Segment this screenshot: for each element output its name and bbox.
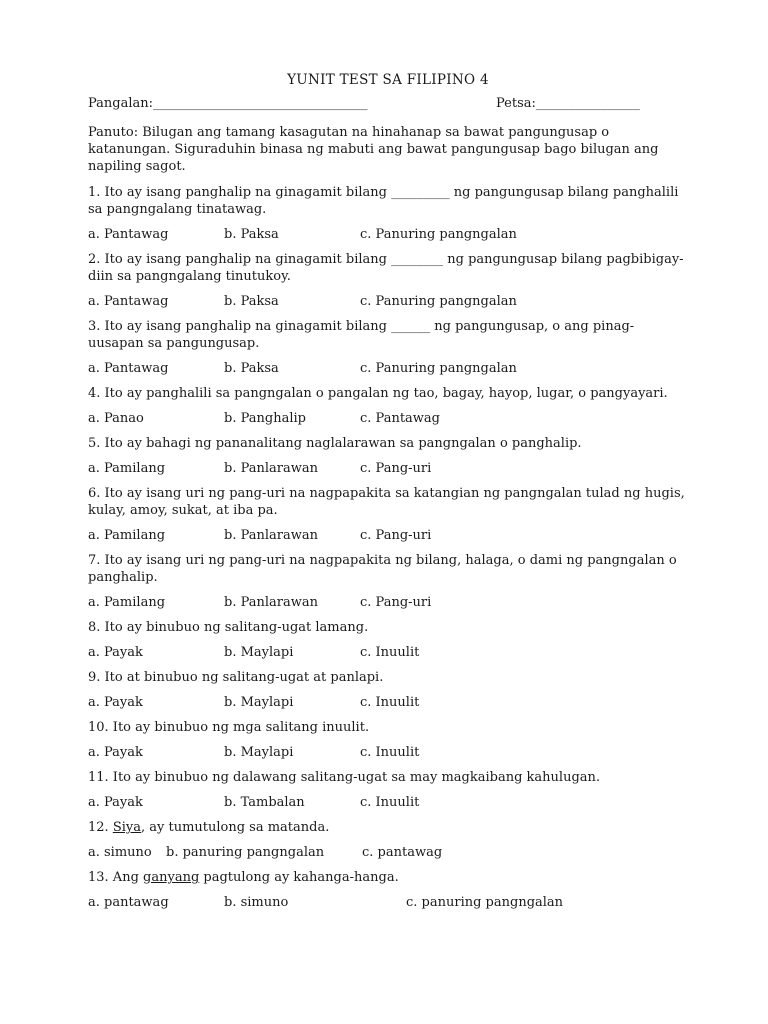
option-c[interactable]: c. Panuring pangngalan — [360, 361, 517, 376]
option-a[interactable]: a. Payak — [88, 745, 143, 760]
option-c[interactable]: c. Panuring pangngalan — [360, 227, 517, 242]
option-c[interactable]: c. Pantawag — [360, 411, 441, 426]
answer-options — [88, 594, 688, 611]
option-b[interactable]: b. Maylapi — [224, 745, 294, 760]
option-a[interactable]: a. Pamilang — [88, 595, 166, 610]
underlined-word: ganyang — [143, 870, 200, 885]
option-b[interactable]: b. panuring pangngalan — [166, 845, 325, 860]
answer-options — [88, 844, 688, 861]
answer-options — [88, 644, 688, 661]
option-a[interactable]: a. Pantawag — [88, 361, 169, 376]
student-info-row — [88, 96, 688, 116]
option-a[interactable]: a. Panao — [88, 411, 144, 426]
question-5 — [88, 435, 688, 477]
option-a[interactable]: a. Pamilang — [88, 461, 166, 476]
answer-options — [88, 226, 688, 243]
option-b[interactable]: b. simuno — [224, 895, 289, 910]
option-b[interactable]: b. Paksa — [224, 361, 279, 376]
answer-options — [88, 293, 688, 310]
question-9 — [88, 669, 688, 711]
question-text: 9. Ito at binubuo ng salitang-ugat at panlapi. — [88, 670, 384, 685]
option-a[interactable]: a. Pantawag — [88, 227, 169, 242]
question-7 — [88, 552, 688, 611]
question-text: 2. Ito ay isang panghalip na ginagamit bilang ________ ng pangungusap bilang pagbibigay-diin sa pangngalang tinutukoy. — [88, 252, 684, 284]
option-c[interactable]: c. Inuulit — [360, 645, 420, 660]
underlined-word: Siya — [112, 820, 141, 835]
question-8 — [88, 619, 688, 661]
option-c[interactable]: c. panuring pangngalan — [406, 895, 564, 910]
question-10 — [88, 719, 688, 761]
question-6 — [88, 485, 688, 544]
option-b[interactable]: b. Maylapi — [224, 695, 294, 710]
option-b[interactable]: b. Maylapi — [224, 645, 294, 660]
question-2 — [88, 251, 688, 310]
option-c[interactable]: c. Panuring pangngalan — [360, 294, 517, 309]
answer-options — [88, 527, 688, 544]
question-3 — [88, 318, 688, 377]
option-b[interactable]: b. Panlarawan — [224, 595, 318, 610]
question-1 — [88, 184, 688, 243]
question-text: 8. Ito ay binubuo ng salitang-ugat lamang. — [88, 620, 369, 635]
question-text: 6. Ito ay isang uri ng pang-uri na nagpapakita sa katangian ng pangngalan tulad ng hugis, kulay, amoy, sukat, at iba pa. — [88, 486, 685, 518]
question-text: 1. Ito ay isang panghalip na ginagamit bilang _________ ng pangungusap bilang panghalili sa pangngalang tinatawag. — [88, 185, 679, 217]
answer-options — [88, 894, 688, 911]
option-a[interactable]: a. Payak — [88, 645, 143, 660]
option-c[interactable]: c. pantawag — [362, 845, 443, 860]
name-field-label: Pangalan:_________________________________ — [88, 96, 368, 111]
option-a[interactable]: a. Payak — [88, 795, 143, 810]
answer-options — [88, 694, 688, 711]
question-12 — [88, 819, 688, 861]
page-title: YUNIT TEST SA FILIPINO 4 — [287, 72, 489, 88]
option-b[interactable]: b. Panlarawan — [224, 528, 318, 543]
question-text: 4. Ito ay panghalili sa pangngalan o pangalan ng tao, bagay, hayop, lugar, o pangyayari. — [88, 386, 668, 401]
option-a[interactable]: a. simuno — [88, 845, 152, 860]
option-a[interactable]: a. Pamilang — [88, 528, 166, 543]
worksheet-page — [88, 72, 688, 919]
option-c[interactable]: c. Inuulit — [360, 695, 420, 710]
question-text: 7. Ito ay isang uri ng pang-uri na nagpapakita ng bilang, halaga, o dami ng pangngalan o panghalip. — [88, 553, 677, 585]
question-4 — [88, 385, 688, 427]
question-13 — [88, 869, 688, 911]
option-a[interactable]: a. Payak — [88, 695, 143, 710]
option-b[interactable]: b. Paksa — [224, 294, 279, 309]
option-c[interactable]: c. Inuulit — [360, 745, 420, 760]
option-b[interactable]: b. Tambalan — [224, 795, 305, 810]
option-c[interactable]: c. Pang-uri — [360, 595, 432, 610]
question-11 — [88, 769, 688, 811]
answer-options — [88, 360, 688, 377]
date-field-label: Petsa:________________ — [496, 96, 640, 111]
answer-options — [88, 744, 688, 761]
option-a[interactable]: a. Pantawag — [88, 294, 169, 309]
option-b[interactable]: b. Panlarawan — [224, 461, 318, 476]
question-text: 12. Siya, ay tumutulong sa matanda. — [88, 820, 330, 835]
question-text: 3. Ito ay isang panghalip na ginagamit bilang ______ ng pangungusap, o ang pinag-uusapan sa pangungusap. — [88, 319, 635, 351]
option-b[interactable]: b. Panghalip — [224, 411, 306, 426]
answer-options — [88, 410, 688, 427]
question-text: 5. Ito ay bahagi ng pananalitang naglalarawan sa pangngalan o panghalip. — [88, 436, 582, 451]
answer-options — [88, 794, 688, 811]
question-text: 13. Ang ganyang pagtulong ay kahanga-hanga. — [88, 870, 399, 885]
question-list — [88, 184, 688, 811]
question-text: 11. Ito ay binubuo ng dalawang salitang-ugat sa may magkaibang kahulugan. — [88, 770, 601, 785]
option-c[interactable]: c. Inuulit — [360, 795, 420, 810]
question-text: 10. Ito ay binubuo ng mga salitang inuulit. — [88, 720, 370, 735]
answer-options — [88, 460, 688, 477]
option-c[interactable]: c. Pang-uri — [360, 461, 432, 476]
option-c[interactable]: c. Pang-uri — [360, 528, 432, 543]
option-a[interactable]: a. pantawag — [88, 895, 169, 910]
option-b[interactable]: b. Paksa — [224, 227, 279, 242]
instructions: Panuto: Bilugan ang tamang kasagutan na hinahanap sa bawat pangungusap o katanungan. Siguraduhin binasa ng mabuti ang bawat pangungusap bago bilugan ang napiling sagot. — [88, 125, 659, 174]
